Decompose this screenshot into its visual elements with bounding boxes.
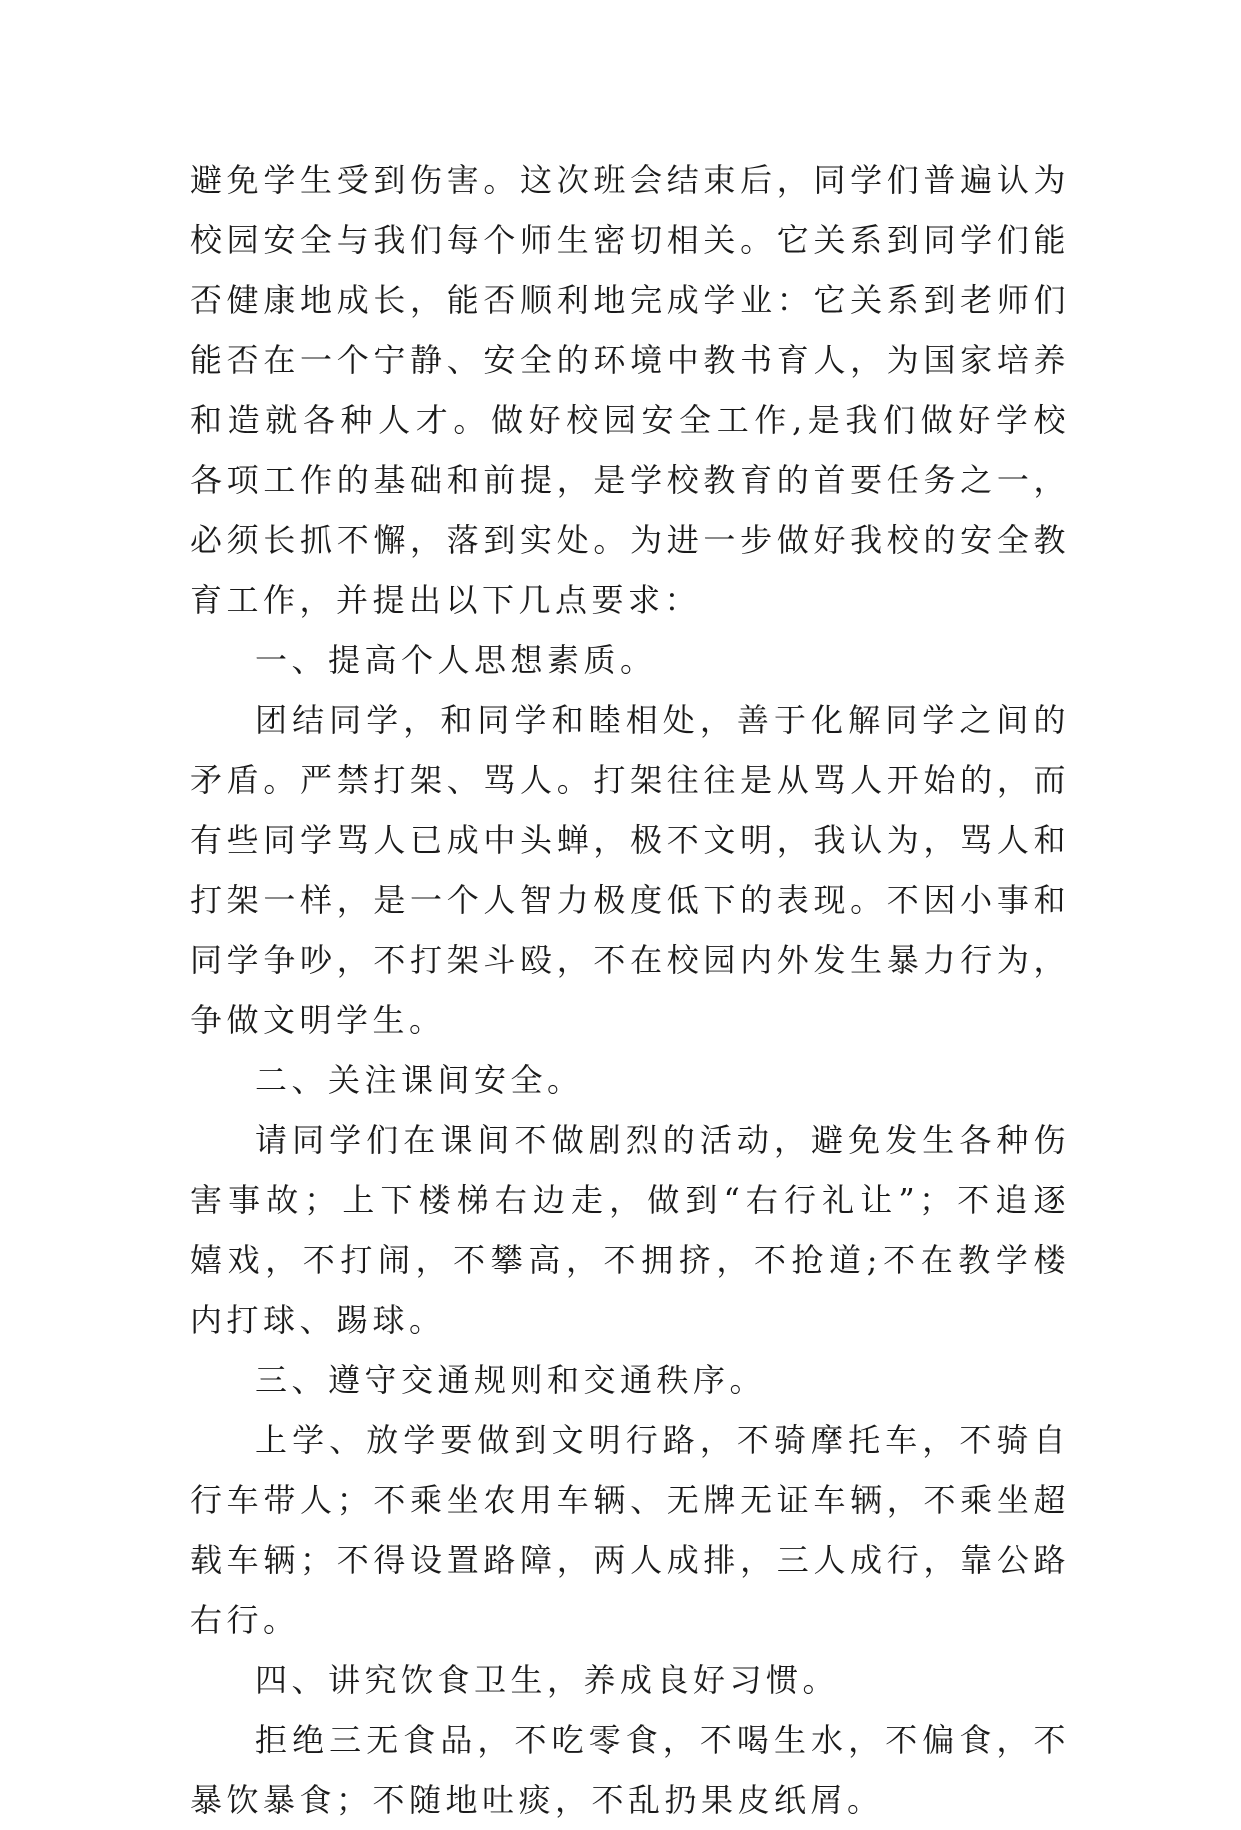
paragraph-point-4: 拒绝三无食品，不吃零食，不喝生水，不偏食，不暴饮暴食；不随地吐痰，不乱扔果皮纸屑。 (190, 1721, 1070, 1819)
heading-point-4: 四、讲究饮食卫生，养成良好习惯。 (255, 1661, 840, 1699)
paragraph-point-2: 请同学们在课间不做剧烈的活动，避免发生各种伤害事故；上下楼梯右边走，做到“右行礼让”；不追逐嬉戏，不打闹，不攀高，不拥挤，不抢道;不在教学楼内打球、踢球。 (190, 1121, 1070, 1339)
heading-point-3: 三、遵守交通规则和交通秩序。 (255, 1361, 767, 1399)
paragraph-point-3: 上学、放学要做到文明行路，不骑摩托车，不骑自行车带人；不乘坐农用车辆、无牌无证车辆，不乘坐超载车辆；不得设置路障，两人成排，三人成行，靠公路右行。 (190, 1421, 1070, 1639)
heading-point-1: 一、提高个人思想素质。 (255, 641, 657, 679)
paragraph-intro: 避免学生受到伤害。这次班会结束后，同学们普遍认为校园安全与我们每个师生密切相关。它关系到同学们能否健康地成长，能否顺利地完成学业：它关系到老师们能否在一个宁静、安全的环境中教书育人，为国家培养和造就各种人才。做好校园安全工作,是我们做好学校各项工作的基础和前提，是学校教育的首要任务之一，必须长抓不懈，落到实处。为进一步做好我校的安全教育工作，并提出以下几点要求： (190, 161, 1070, 619)
document-body (190, 150, 1070, 1830)
paragraph-point-1: 团结同学，和同学和睦相处，善于化解同学之间的矛盾。严禁打架、骂人。打架往往是从骂人开始的，而有些同学骂人已成中头蝉，极不文明，我认为，骂人和打架一样，是一个人智力极度低下的表现。不因小事和同学争吵，不打架斗殴，不在校园内外发生暴力行为，争做文明学生。 (190, 701, 1070, 1039)
heading-point-2: 二、关注课间安全。 (255, 1061, 584, 1099)
